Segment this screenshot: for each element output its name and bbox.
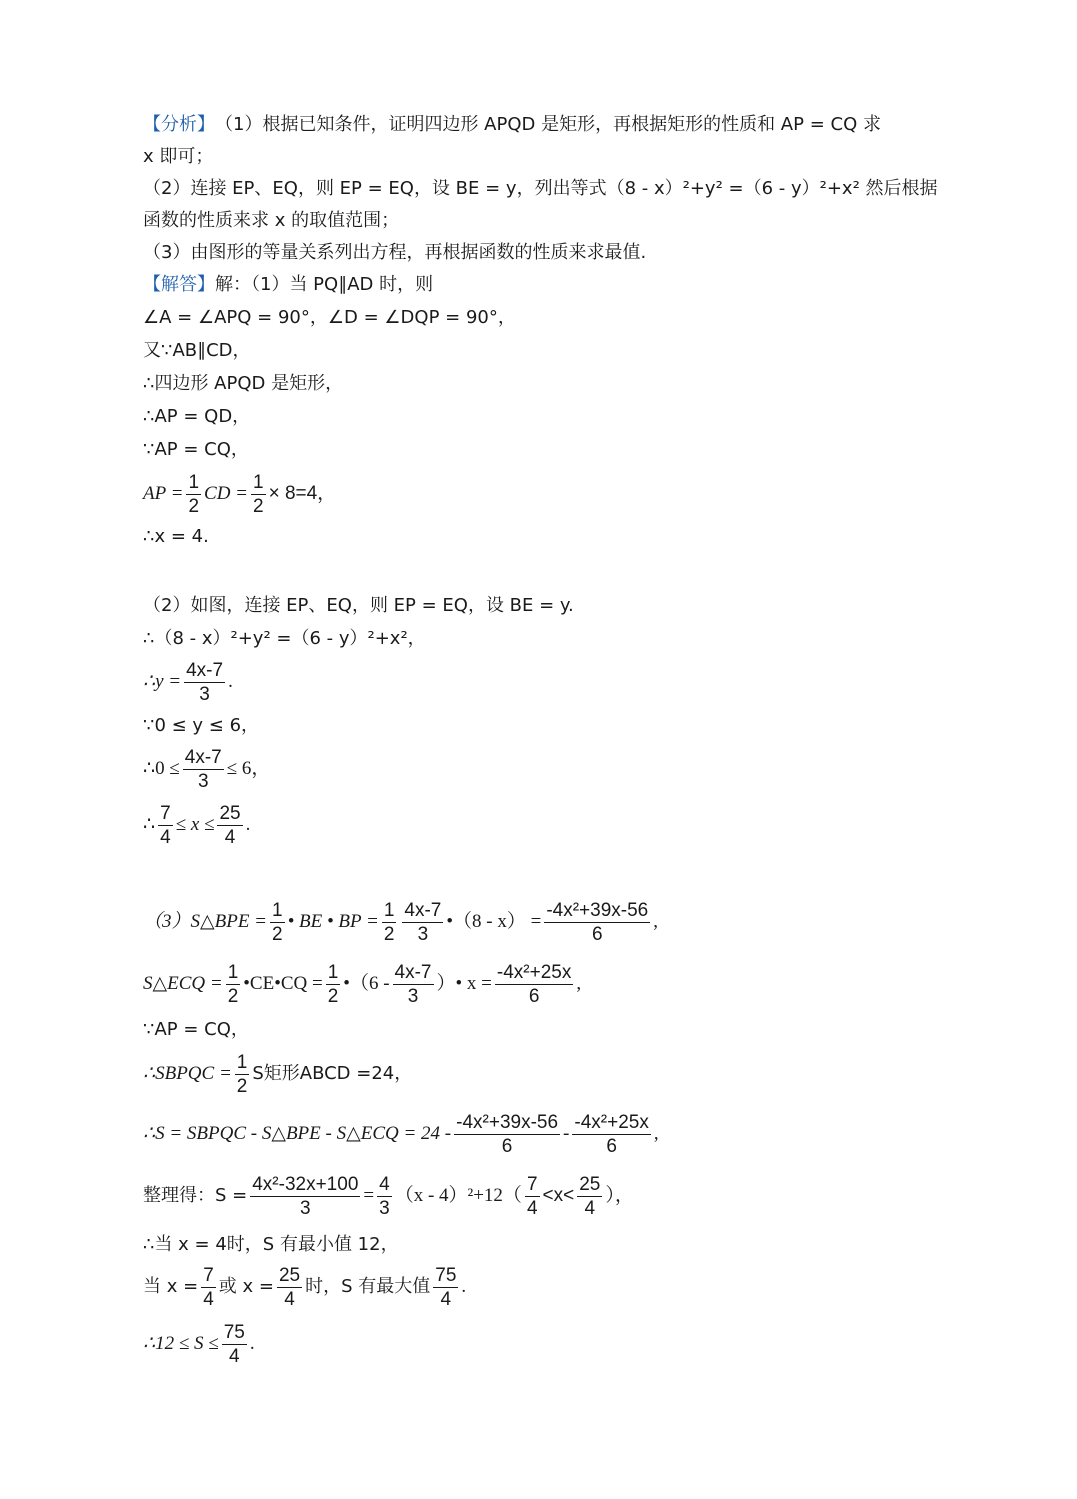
math-text: ∴y =: [143, 671, 182, 692]
math-text: （x - 4）²+12（: [394, 1185, 522, 1206]
math-text: 整理得：S =: [143, 1185, 248, 1206]
answer-text: ∴四边形 APQD 是矩形，: [143, 373, 344, 394]
math-text: •CE•CQ =: [243, 973, 323, 994]
numerator: 1: [272, 899, 283, 921]
answer-part3-line-9: ∴12 ≤ S ≤ $\frac{75}{4}$ .: [143, 1321, 255, 1367]
numerator: 25: [219, 802, 241, 824]
answer-line-8: [143, 525, 927, 549]
denominator: 3: [300, 1197, 311, 1219]
math-text: •（6 -: [343, 973, 390, 994]
answer-part3-line-3: [143, 1018, 927, 1042]
math-text: ≤ 6，: [226, 758, 271, 779]
answer-line-5: [143, 405, 927, 429]
analysis-text: （2）连接 EP、EQ，则 EP = EQ，设 BE = y，列出等式（8 - x）²+y² =（6 - y）²+x² 然后根据: [143, 178, 938, 199]
answer-text: ∵0 ≤ y ≤ 6，: [143, 715, 260, 736]
fraction: [235, 1051, 250, 1098]
fraction: [201, 1264, 216, 1311]
math-text: CD =: [204, 483, 248, 504]
numerator: -4x²+39x-56: [456, 1111, 559, 1133]
answer-part3-line-1: （3）S△BPE = $\frac{1}{2}$ • BE • BP = $\frac{1}{2}$ $\frac{4x-7}{3}$ •（8 - x） = $\frac{\text{-4x²+39x-56}}{6}$ ,: [143, 899, 658, 945]
answer-part3-line-7: [143, 1233, 927, 1257]
answer-part3-line-5: ∴S = SBPQC - S△BPE - S△ECQ = 24 - $\frac{\text{-4x²+39x-56}}{6}$ - $\frac{\text{-4x²+25x}}{6}$ ,: [143, 1111, 659, 1157]
answer-text: ∴当 x = 4时，S 有最小值 12，: [143, 1234, 399, 1255]
numerator: 1: [327, 961, 339, 983]
denominator: 2: [272, 923, 283, 945]
answer-part2-line-6: ∴ $\frac{7}{4}$ ≤ x ≤ $\frac{25}{4}$ .: [143, 802, 251, 848]
answer-part2-line-4: [143, 714, 927, 738]
denominator: 4: [203, 1288, 214, 1310]
math-text: S矩形ABCD =24，: [252, 1063, 413, 1084]
analysis-line-1: [143, 113, 927, 137]
fraction: [393, 961, 434, 1008]
denominator: 6: [528, 985, 540, 1007]
math-text: •（8 - x） =: [446, 911, 542, 932]
answer-text: ∴x = 4.: [143, 526, 209, 547]
denominator: 3: [407, 985, 419, 1007]
fraction: [572, 1111, 650, 1158]
numerator: -4x²+39x-56: [546, 899, 649, 921]
analysis-text: （1）根据已知条件，证明四边形 APQD 是矩形，再根据矩形的性质和 AP = CQ 求: [215, 114, 881, 135]
answer-part3-line-8: 当 x = $\frac{7}{4}$ 或 x = $\frac{25}{4}$ 时，S 有最大值 $\frac{75}{4}$ .: [143, 1264, 467, 1310]
answer-text: ∠A = ∠APQ = 90°，∠D = ∠DQP = 90°，: [143, 307, 516, 328]
denominator: 6: [591, 923, 603, 945]
answer-line-3: [143, 339, 927, 363]
fraction: [251, 471, 266, 518]
numerator: 4x-7: [394, 961, 432, 983]
fraction: [382, 899, 397, 946]
numerator: 75: [435, 1264, 457, 1286]
denominator: 4: [160, 826, 171, 848]
analysis-text: （3）由图形的等量关系列出方程，再根据函数的性质来求最值.: [143, 242, 647, 263]
answer-part2-line-5: [143, 741, 927, 797]
fraction: [158, 802, 173, 849]
fraction: [402, 899, 443, 946]
denominator: 2: [227, 985, 239, 1007]
math-text: 或 x =: [218, 1276, 274, 1297]
denominator: 2: [253, 495, 264, 517]
fraction: [433, 1264, 458, 1311]
answer-text: ∴（8 - x）²+y² =（6 - y）²+x²，: [143, 628, 426, 649]
denominator: 3: [197, 770, 209, 792]
fraction: [377, 1173, 392, 1220]
numerator: 7: [203, 1264, 214, 1286]
denominator: 4: [526, 1197, 538, 1219]
answer-part3-line-4: [143, 1046, 927, 1102]
numerator: 4x-7: [404, 899, 442, 921]
denominator: 3: [199, 683, 210, 705]
denominator: 4: [440, 1288, 452, 1310]
math-text: ∴SBPQC =: [143, 1063, 232, 1084]
math-text: 时，S 有最大值: [305, 1276, 431, 1297]
math-text: ∴12 ≤ S ≤: [143, 1333, 219, 1354]
answer-part3-line-6: 整理得：S = $\frac{\text{4x²-32x+100}}{3}$ = $\frac{4}{3}$ （x - 4）²+12（ $\frac{7}{4}$ <x< $\frac{25}{4}$ ），: [143, 1173, 634, 1219]
answer-text: ∵AP = CQ，: [143, 439, 249, 460]
denominator: 4: [584, 1197, 596, 1219]
answer-text: 又∵AB∥CD，: [143, 340, 251, 361]
answer-part2-line-2: [143, 627, 927, 651]
numerator: 7: [526, 1173, 538, 1195]
denominator: 4: [228, 1345, 240, 1367]
fraction: [525, 1173, 540, 1220]
analysis-line-3: [143, 177, 938, 201]
answer-part2-line-3: ∴y = $\frac{4x-7}{3}$ .: [143, 659, 233, 705]
analysis-line-2: [143, 145, 927, 169]
numerator: 1: [253, 471, 264, 493]
answer-text: （2）如图，连接 EP、EQ，则 EP = EQ，设 BE = y.: [143, 595, 574, 616]
denominator: 2: [383, 923, 395, 945]
answer-tag: 【解答】: [143, 274, 215, 295]
answer-line-6: [143, 438, 927, 462]
fraction: [222, 1321, 247, 1368]
math-text: ）• x =: [436, 973, 492, 994]
analysis-line-4: [143, 209, 927, 233]
numerator: 25: [579, 1173, 601, 1195]
answer-line-2: [143, 306, 927, 330]
fraction: [277, 1264, 302, 1311]
numerator: 4: [379, 1173, 390, 1195]
analysis-text: 函数的性质来求 x 的取值范围；: [143, 210, 400, 231]
denominator: 4: [284, 1288, 295, 1310]
math-text: ∴S = SBPQC - S△BPE - S△ECQ = 24 -: [143, 1123, 452, 1144]
denominator: 2: [236, 1075, 248, 1097]
math-text: 当 x =: [143, 1276, 199, 1297]
answer-line-4: [143, 372, 927, 396]
answer-line-1: [143, 273, 927, 297]
fraction: [183, 746, 224, 793]
math-text: ∴0 ≤: [143, 758, 180, 779]
math-text: （3）S△BPE =: [143, 911, 268, 932]
denominator: 4: [224, 826, 236, 848]
numerator: 1: [188, 471, 200, 493]
numerator: 1: [383, 899, 395, 921]
fraction: [326, 961, 341, 1008]
fraction: [250, 1173, 360, 1220]
answer-text: ∴AP = QD，: [143, 406, 251, 427]
denominator: 3: [417, 923, 429, 945]
denominator: 6: [501, 1135, 513, 1157]
math-text: • BE • BP =: [287, 911, 379, 932]
math-text: S△ECQ =: [143, 973, 223, 994]
numerator: 1: [236, 1051, 248, 1073]
answer-part3-line-2: S△ECQ = $\frac{1}{2}$ •CE•CQ = $\frac{1}{2}$ •（6 - $\frac{4x-7}{3}$ ）• x = $\frac{\text{-4x²+25x}}{6}$ ,: [143, 961, 582, 1007]
fraction: [495, 961, 573, 1008]
answer-line-7: [143, 466, 927, 522]
answer-text: ∵AP = CQ，: [143, 1019, 249, 1040]
numerator: 4x²-32x+100: [252, 1173, 359, 1195]
math-text: ≤ x ≤: [175, 814, 215, 835]
math-text: <x<: [542, 1185, 575, 1206]
analysis-text: x 即可；: [143, 146, 214, 167]
answer-part2-line-1: [143, 594, 927, 618]
math-text: × 8=4，: [268, 483, 337, 504]
denominator: 6: [606, 1135, 617, 1157]
denominator: 2: [327, 985, 339, 1007]
numerator: 4x-7: [186, 659, 224, 681]
fraction: [184, 659, 225, 706]
math-text: ∴: [143, 814, 156, 835]
fraction: [226, 961, 241, 1008]
fraction: [186, 471, 201, 518]
denominator: 3: [379, 1197, 390, 1219]
denominator: 2: [188, 495, 200, 517]
numerator: 25: [278, 1264, 301, 1286]
fraction: [577, 1173, 602, 1220]
math-text: ），: [605, 1185, 634, 1206]
fraction: [454, 1111, 560, 1158]
numerator: 1: [227, 961, 239, 983]
numerator: 75: [223, 1321, 245, 1343]
fraction: [544, 899, 650, 946]
numerator: -4x²+25x: [496, 961, 572, 983]
numerator: -4x²+25x: [574, 1111, 649, 1133]
fraction: [270, 899, 285, 946]
numerator: 7: [160, 802, 171, 824]
analysis-tag: 【分析】: [143, 114, 215, 135]
math-text: AP =: [143, 483, 184, 504]
fraction: [217, 802, 242, 849]
analysis-line-5: [143, 241, 927, 265]
numerator: 4x-7: [184, 746, 222, 768]
answer-text: 解：（1）当 PQ∥AD 时，则: [215, 274, 434, 295]
